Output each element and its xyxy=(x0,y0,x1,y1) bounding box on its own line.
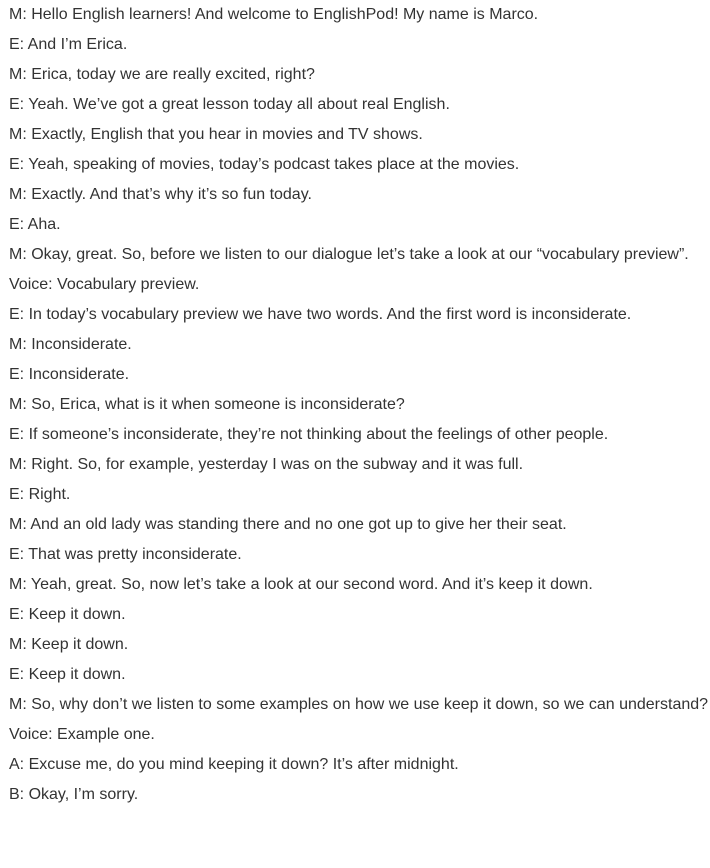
transcript xyxy=(9,0,709,810)
transcript-line: M: Okay, great. So, before we listen to our dialogue let’s take a look at our “vocabulary preview”. xyxy=(9,246,689,263)
transcript-line: E: Aha. xyxy=(9,216,61,233)
transcript-line: M: Inconsiderate. xyxy=(9,336,132,353)
transcript-line: M: Erica, today we are really excited, right? xyxy=(9,66,315,83)
transcript-line: E: Yeah. We’ve got a great lesson today all about real English. xyxy=(9,96,450,113)
transcript-line: M: Hello English learners! And welcome to EnglishPod! My name is Marco. xyxy=(9,6,539,23)
transcript-line: M: Exactly, English that you hear in movies and TV shows. xyxy=(9,126,423,143)
transcript-line: M: So, Erica, what is it when someone is inconsiderate? xyxy=(9,396,405,413)
transcript-line: Voice: Example one. xyxy=(9,726,155,743)
transcript-line: Voice: Vocabulary preview. xyxy=(9,276,200,293)
transcript-line: E: In today’s vocabulary preview we have two words. And the first word is inconsiderate. xyxy=(9,306,632,323)
transcript-line: E: Right. xyxy=(9,486,71,503)
transcript-line: M: Exactly. And that’s why it’s so fun today. xyxy=(9,186,312,203)
transcript-line: E: That was pretty inconsiderate. xyxy=(9,546,242,563)
transcript-line: M: Right. So, for example, yesterday I was on the subway and it was full. xyxy=(9,456,524,473)
transcript-line: M: So, why don’t we listen to some examples on how we use keep it down, so we can understand? xyxy=(9,696,709,713)
transcript-line: A: Excuse me, do you mind keeping it down? It’s after midnight. xyxy=(9,756,459,773)
transcript-line: E: Keep it down. xyxy=(9,666,126,683)
transcript-line: M: And an old lady was standing there and no one got up to give her their seat. xyxy=(9,516,567,533)
transcript-line: E: Keep it down. xyxy=(9,606,126,623)
transcript-line: E: And I’m Erica. xyxy=(9,36,128,53)
transcript-line: B: Okay, I’m sorry. xyxy=(9,786,139,803)
transcript-line: E: Yeah, speaking of movies, today’s podcast takes place at the movies. xyxy=(9,156,520,173)
transcript-line: M: Yeah, great. So, now let’s take a look at our second word. And it’s keep it down. xyxy=(9,576,593,593)
transcript-line: E: If someone’s inconsiderate, they’re not thinking about the feelings of other people. xyxy=(9,426,609,443)
transcript-line: M: Keep it down. xyxy=(9,636,129,653)
transcript-line: E: Inconsiderate. xyxy=(9,366,130,383)
